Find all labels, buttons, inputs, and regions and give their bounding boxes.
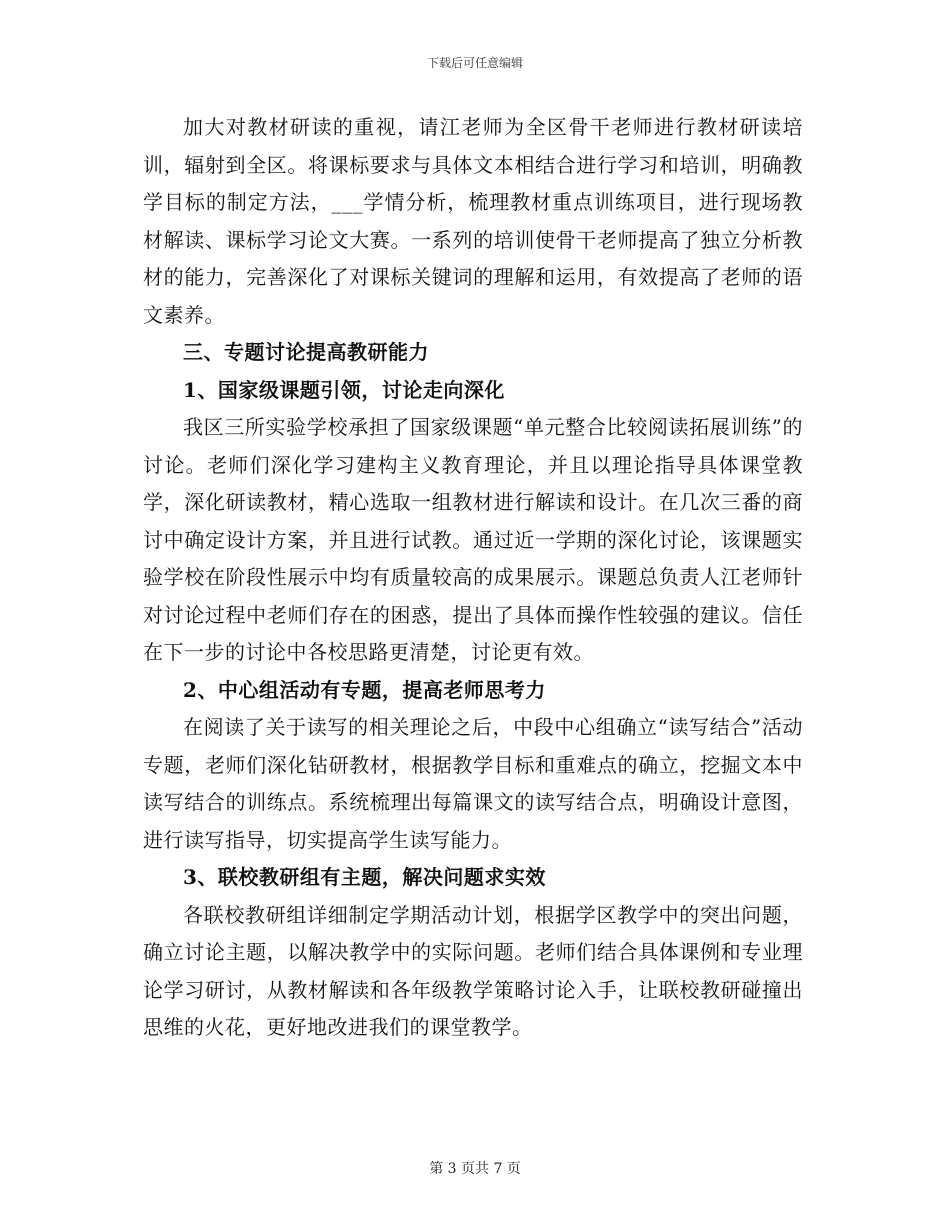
page-number: 第 3 页共 7 页 <box>429 1161 521 1177</box>
subheading-3-1: 1、国家级课题引领，讨论走向深化 <box>183 377 505 402</box>
section-heading-3: 三、专题讨论提高教研能力 <box>183 340 429 364</box>
page-header: 下载后可任意编辑 <box>426 56 523 70</box>
paragraph-joint-school: 各联校教研组详细制定学期活动计划，根据学区教学中的突出问题，确立讨论主题，以解决教学中的实际问题。老师们结合具体课例和专业理论学习研讨，从教材解读和各年级教学策略讨论入手，让联校教研碰撞出思维的火花，更好地改进我们的课堂教学。 <box>143 902 803 1039</box>
paragraph-teaching-material-study: 加大对教材研读的重视，请江老师为全区骨干老师进行教材研读培训，辐射到全区。将课标要求与具体文本相结合进行学习和培训，明确教学目标的制定方法，___学情分析，梳理教材重点训练项目，进行现场教材解读、课标学习论文大赛。一系列的培训使骨干老师提高了独立分析教材的能力，完善深化了对课标关键词的理解和运用，有效提高了老师的语文素养。 <box>143 115 803 327</box>
subheading-3-2: 2、中心组活动有专题，提高老师思考力 <box>183 677 546 702</box>
subheading-3-3: 3、联校教研组有主题，解决问题求实效 <box>183 865 546 889</box>
paragraph-center-group: 在阅读了关于读写的相关理论之后，中段中心组确立“读写结合”活动专题，老师们深化钻研教材，根据教学目标和重难点的确立，挖掘文本中读写结合的训练点。系统梳理出每篇课文的读写结合点，明确设计意图，进行读写指导，切实提高学生读写能力。 <box>143 715 803 852</box>
paragraph-national-project: 我区三所实验学校承担了国家级课题“单元整合比较阅读拓展训练”的讨论。老师们深化学习建构主义教育理论，并且以理论指导具体课堂教学，深化研读教材，精心选取一组教材进行解读和设计。在几次三番的商讨中确定设计方案，并且进行试教。通过近一学期的深化讨论，该课题实验学校在阶段性展示中均有质量较高的成果展示。课题总负责人江老师针对讨论过程中老师们存在的困惑，提出了具体而操作性较强的建议。信任在下一步的讨论中各校思路更清楚，讨论更有效。 <box>143 415 803 664</box>
document-body <box>143 109 803 1047</box>
